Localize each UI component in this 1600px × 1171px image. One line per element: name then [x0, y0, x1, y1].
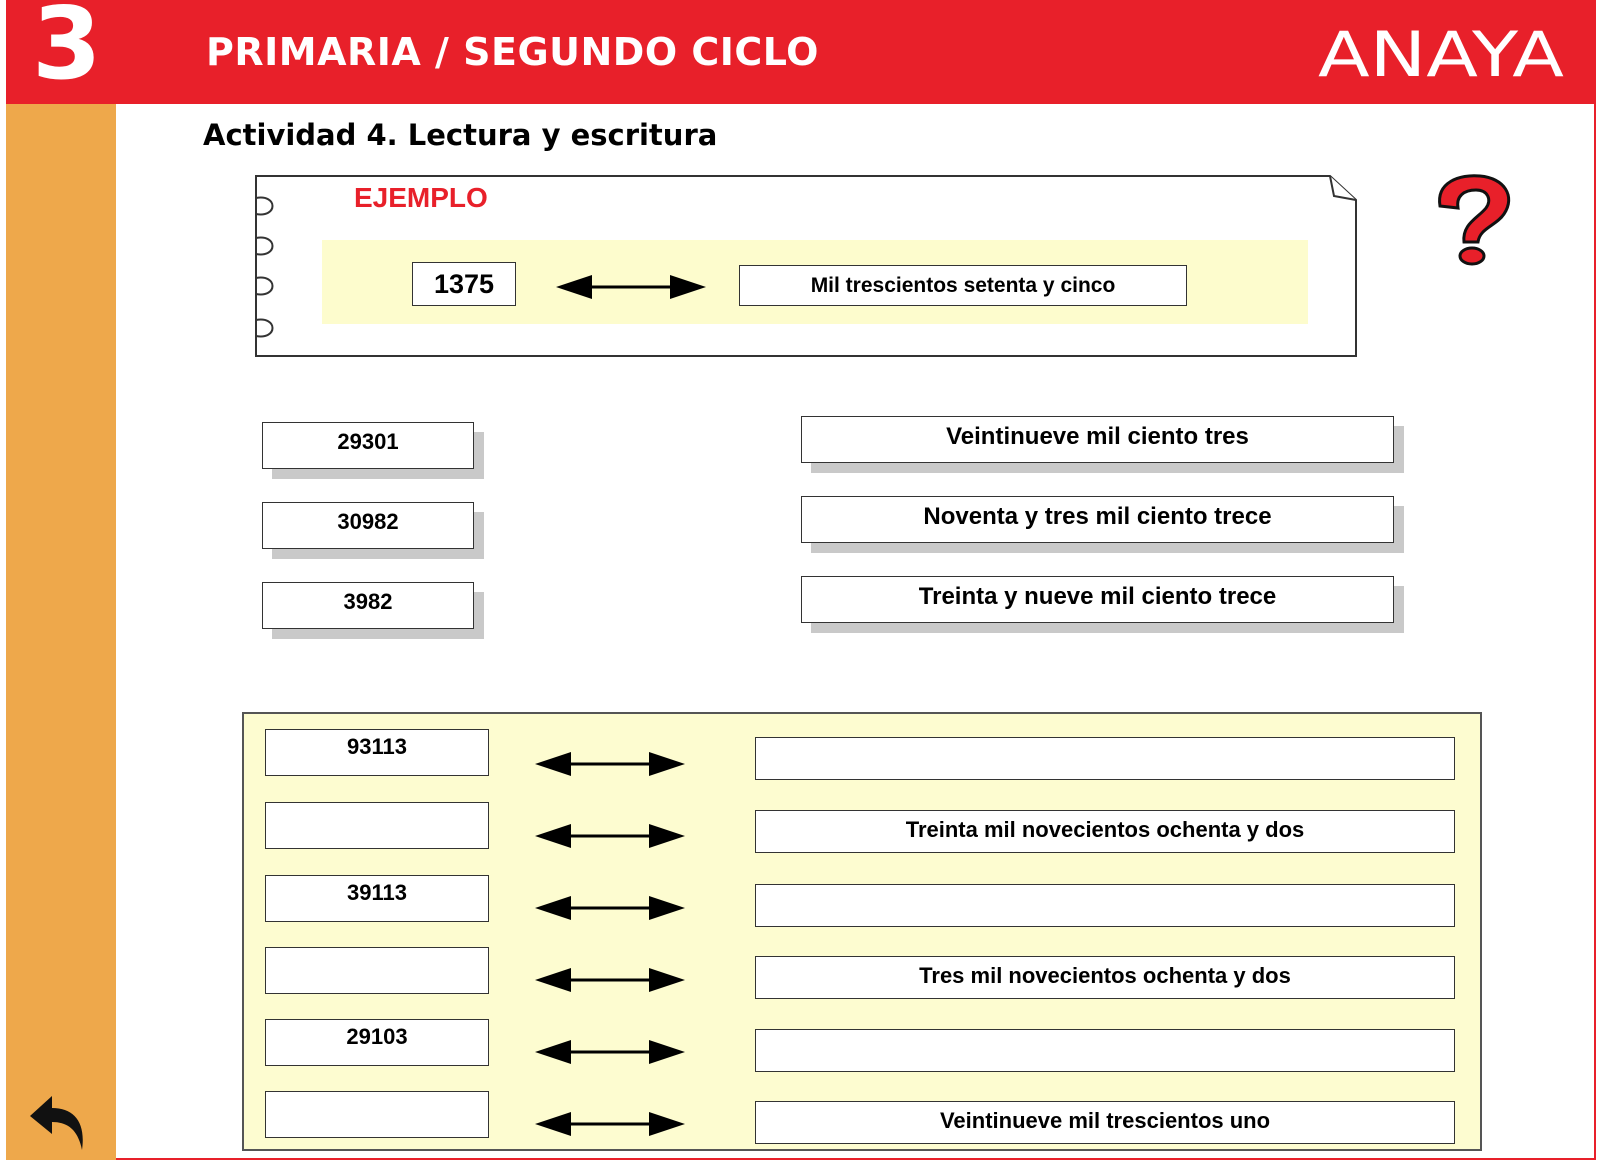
example-label: EJEMPLO: [354, 182, 488, 213]
words-slot[interactable]: Tres mil novecientos ochenta y dos: [755, 956, 1455, 999]
example-number: 1375: [412, 262, 516, 306]
words-slot[interactable]: [755, 737, 1455, 780]
phrase-card[interactable]: Veintinueve mil ciento tres: [801, 416, 1394, 463]
words-slot[interactable]: Veintinueve mil trescientos uno: [755, 1101, 1455, 1144]
double-arrow-icon: [535, 1109, 685, 1139]
words-slot[interactable]: [755, 884, 1455, 927]
question-mark-icon[interactable]: [1430, 172, 1516, 268]
phrase-card[interactable]: Noventa y tres mil ciento trece: [801, 496, 1394, 543]
double-arrow-icon: [535, 1037, 685, 1067]
number-card[interactable]: 3982: [262, 582, 474, 629]
anaya-logo: [1318, 22, 1564, 82]
header-title: PRIMARIA / SEGUNDO CICLO: [206, 30, 819, 74]
example-words: Mil trescientos setenta y cinco: [739, 265, 1187, 306]
back-arrow-icon[interactable]: [22, 1088, 92, 1154]
double-arrow-icon: [535, 965, 685, 995]
double-arrow-icon: [556, 272, 706, 302]
number-slot[interactable]: [265, 947, 489, 994]
number-slot[interactable]: 93113: [265, 729, 489, 776]
brand-text: ANAYA: [1318, 22, 1564, 82]
activity-title: Actividad 4. Lectura y escritura: [203, 118, 718, 152]
phrase-card[interactable]: Treinta y nueve mil ciento trece: [801, 576, 1394, 623]
number-card[interactable]: 30982: [262, 502, 474, 549]
header-bar: [6, 0, 1596, 104]
number-slot[interactable]: 29103: [265, 1019, 489, 1066]
number-slot[interactable]: [265, 802, 489, 849]
double-arrow-icon: [535, 821, 685, 851]
number-card[interactable]: 29301: [262, 422, 474, 469]
double-arrow-icon: [535, 893, 685, 923]
number-slot[interactable]: 39113: [265, 875, 489, 922]
number-slot[interactable]: [265, 1091, 489, 1138]
left-sidebar: [6, 104, 116, 1160]
words-slot[interactable]: Treinta mil novecientos ochenta y dos: [755, 810, 1455, 853]
double-arrow-icon: [535, 749, 685, 779]
words-slot[interactable]: [755, 1029, 1455, 1072]
grade-number: 3: [32, 0, 102, 102]
